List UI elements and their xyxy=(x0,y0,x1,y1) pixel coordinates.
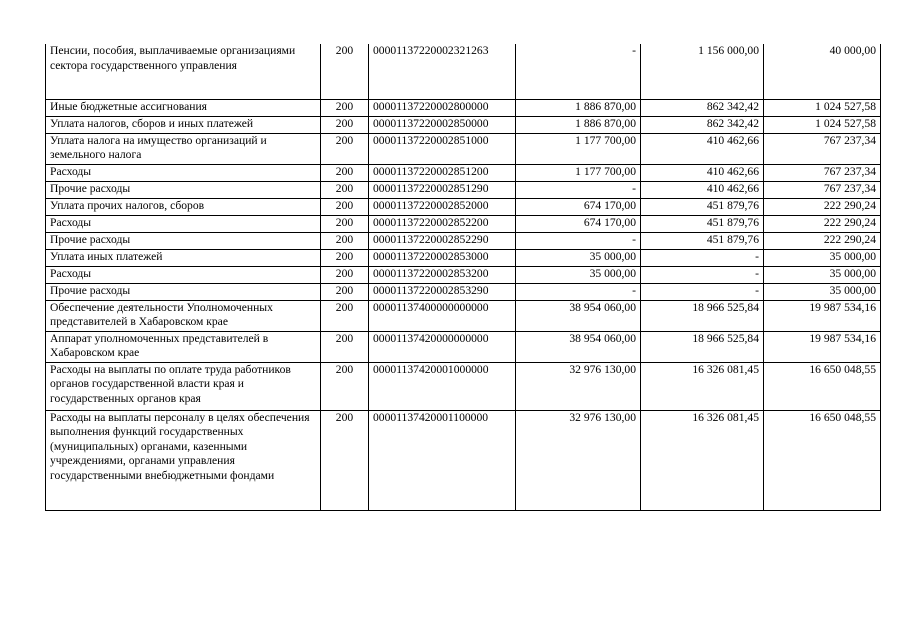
row-plan: - xyxy=(516,44,641,99)
row-code: 200 xyxy=(321,362,369,410)
row-plan: - xyxy=(516,232,641,249)
row-exec: 18 966 525,84 xyxy=(641,331,764,362)
row-name: Расходы xyxy=(46,215,321,232)
row-exec: 451 879,76 xyxy=(641,215,764,232)
table-row xyxy=(46,249,881,266)
row-code: 200 xyxy=(321,164,369,181)
row-rest: 1 024 527,58 xyxy=(764,99,881,116)
row-rest: 1 024 527,58 xyxy=(764,116,881,133)
row-kbk: 00001137220002853000 xyxy=(369,249,516,266)
row-exec: - xyxy=(641,283,764,300)
table-row xyxy=(46,181,881,198)
row-kbk: 00001137220002851000 xyxy=(369,133,516,164)
row-kbk: 00001137220002800000 xyxy=(369,99,516,116)
row-code: 200 xyxy=(321,266,369,283)
row-exec: 451 879,76 xyxy=(641,198,764,215)
row-plan: 674 170,00 xyxy=(516,198,641,215)
row-plan: 32 976 130,00 xyxy=(516,362,641,410)
row-kbk: 00001137220002852000 xyxy=(369,198,516,215)
row-rest: 40 000,00 xyxy=(764,44,881,99)
row-code: 200 xyxy=(321,181,369,198)
row-kbk: 00001137220002852290 xyxy=(369,232,516,249)
row-name: Уплата налогов, сборов и иных платежей xyxy=(46,116,321,133)
row-name: Пенсии, пособия, выплачиваемые организациями сектора государственного управления xyxy=(46,44,321,99)
row-exec: 862 342,42 xyxy=(641,116,764,133)
row-code: 200 xyxy=(321,198,369,215)
row-exec: 18 966 525,84 xyxy=(641,300,764,331)
table-row xyxy=(46,362,881,410)
row-kbk: 00001137420001100000 xyxy=(369,410,516,510)
row-code: 200 xyxy=(321,133,369,164)
row-code: 200 xyxy=(321,300,369,331)
row-rest: 767 237,34 xyxy=(764,181,881,198)
row-name: Расходы xyxy=(46,266,321,283)
row-code: 200 xyxy=(321,215,369,232)
row-code: 200 xyxy=(321,44,369,99)
row-name: Прочие расходы xyxy=(46,232,321,249)
row-exec: 410 462,66 xyxy=(641,181,764,198)
row-name: Прочие расходы xyxy=(46,181,321,198)
row-kbk: 00001137220002853200 xyxy=(369,266,516,283)
row-plan: 1 886 870,00 xyxy=(516,99,641,116)
row-name: Аппарат уполномоченных представителей в Хабаровском крае xyxy=(46,331,321,362)
row-rest: 222 290,24 xyxy=(764,232,881,249)
row-code: 200 xyxy=(321,283,369,300)
row-rest: 767 237,34 xyxy=(764,164,881,181)
row-exec: - xyxy=(641,266,764,283)
row-code: 200 xyxy=(321,331,369,362)
table-row xyxy=(46,116,881,133)
row-exec: 16 326 081,45 xyxy=(641,410,764,510)
row-plan: 35 000,00 xyxy=(516,266,641,283)
row-rest: 16 650 048,55 xyxy=(764,410,881,510)
table-row xyxy=(46,164,881,181)
row-rest: 35 000,00 xyxy=(764,266,881,283)
row-plan: - xyxy=(516,283,641,300)
row-exec: 16 326 081,45 xyxy=(641,362,764,410)
row-exec: 410 462,66 xyxy=(641,164,764,181)
row-plan: 35 000,00 xyxy=(516,249,641,266)
row-plan: 32 976 130,00 xyxy=(516,410,641,510)
row-rest: 19 987 534,16 xyxy=(764,300,881,331)
row-code: 200 xyxy=(321,116,369,133)
row-kbk: 00001137220002853290 xyxy=(369,283,516,300)
row-exec: - xyxy=(641,249,764,266)
table-row xyxy=(46,215,881,232)
row-plan: 38 954 060,00 xyxy=(516,300,641,331)
row-code: 200 xyxy=(321,249,369,266)
row-name: Расходы на выплаты персоналу в целях обеспечения выполнения функций государственных (муниципальных) органами, казенными учреждениями, органами управления государственными внебюджетными фондами xyxy=(46,410,321,510)
row-name: Уплата иных платежей xyxy=(46,249,321,266)
table-body xyxy=(46,44,881,510)
row-kbk: 00001137220002321263 xyxy=(369,44,516,99)
row-name: Уплата налога на имущество организаций и земельного налога xyxy=(46,133,321,164)
row-plan: 674 170,00 xyxy=(516,215,641,232)
row-code: 200 xyxy=(321,99,369,116)
row-rest: 767 237,34 xyxy=(764,133,881,164)
row-rest: 35 000,00 xyxy=(764,283,881,300)
row-kbk: 00001137420001000000 xyxy=(369,362,516,410)
row-plan: 1 177 700,00 xyxy=(516,133,641,164)
table-row xyxy=(46,99,881,116)
row-plan: 1 886 870,00 xyxy=(516,116,641,133)
row-name: Обеспечение деятельности Уполномоченных представителей в Хабаровском крае xyxy=(46,300,321,331)
row-kbk: 00001137220002851200 xyxy=(369,164,516,181)
table-row xyxy=(46,300,881,331)
table-row xyxy=(46,283,881,300)
row-rest: 16 650 048,55 xyxy=(764,362,881,410)
row-exec: 862 342,42 xyxy=(641,99,764,116)
row-code: 200 xyxy=(321,232,369,249)
row-kbk: 00001137220002850000 xyxy=(369,116,516,133)
row-rest: 35 000,00 xyxy=(764,249,881,266)
row-rest: 222 290,24 xyxy=(764,215,881,232)
row-exec: 410 462,66 xyxy=(641,133,764,164)
table-row xyxy=(46,266,881,283)
table-row xyxy=(46,198,881,215)
table-row xyxy=(46,133,881,164)
table-row xyxy=(46,410,881,510)
row-plan: 1 177 700,00 xyxy=(516,164,641,181)
row-exec: 451 879,76 xyxy=(641,232,764,249)
row-name: Прочие расходы xyxy=(46,283,321,300)
row-plan: - xyxy=(516,181,641,198)
row-name: Расходы на выплаты по оплате труда работников органов государственной власти края и государственных органов края xyxy=(46,362,321,410)
row-rest: 222 290,24 xyxy=(764,198,881,215)
row-kbk: 00001137220002851290 xyxy=(369,181,516,198)
row-plan: 38 954 060,00 xyxy=(516,331,641,362)
budget-execution-table xyxy=(45,44,881,511)
row-name: Расходы xyxy=(46,164,321,181)
table-row xyxy=(46,44,881,99)
table-row xyxy=(46,232,881,249)
row-exec: 1 156 000,00 xyxy=(641,44,764,99)
row-rest: 19 987 534,16 xyxy=(764,331,881,362)
row-kbk: 00001137400000000000 xyxy=(369,300,516,331)
row-kbk: 00001137420000000000 xyxy=(369,331,516,362)
row-name: Иные бюджетные ассигнования xyxy=(46,99,321,116)
row-kbk: 00001137220002852200 xyxy=(369,215,516,232)
table-row xyxy=(46,331,881,362)
row-name: Уплата прочих налогов, сборов xyxy=(46,198,321,215)
row-code: 200 xyxy=(321,410,369,510)
